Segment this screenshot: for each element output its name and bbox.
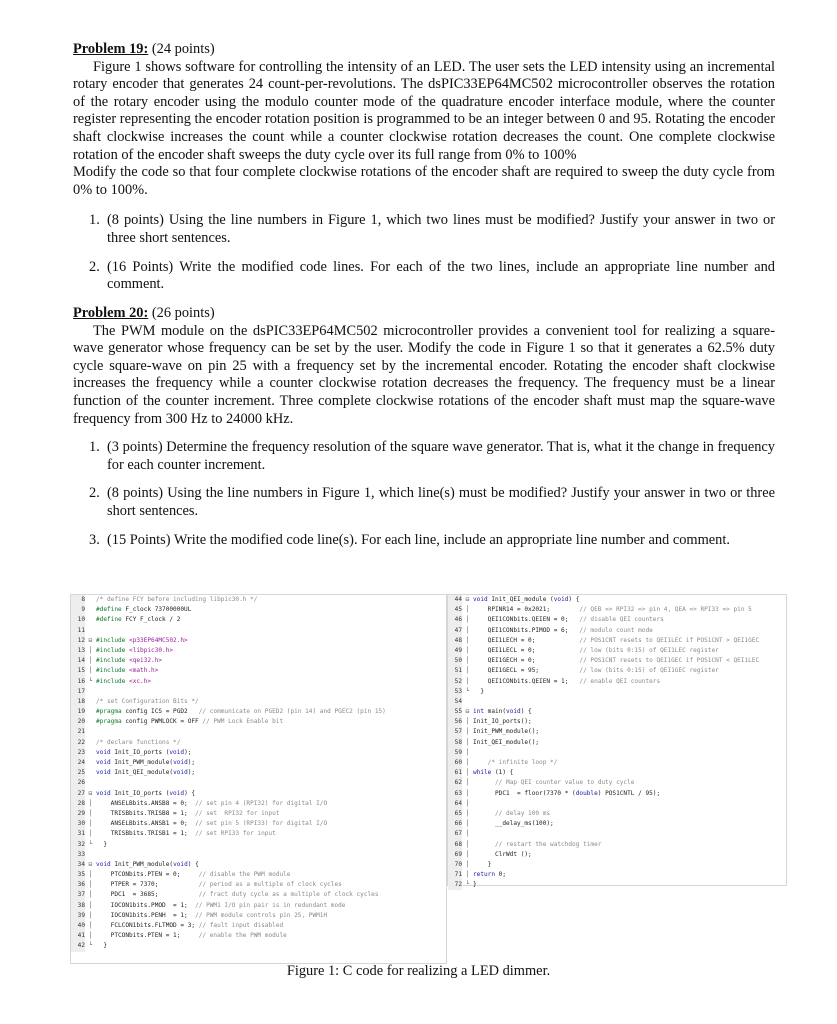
line-number: 60 bbox=[448, 758, 462, 768]
line-number: 40 bbox=[71, 921, 85, 931]
line-number: 42 bbox=[71, 941, 85, 951]
code-line-right bbox=[448, 687, 786, 697]
code-line-left bbox=[71, 626, 446, 636]
code-text: PTCONbits.PTEN = 1; // enable the PWM module bbox=[96, 932, 287, 940]
item-number: 3. bbox=[89, 531, 100, 548]
code-text: QEI1GECL = 95; // low (bits 0:15) of QEI1GEC register bbox=[473, 667, 719, 675]
code-line-left bbox=[71, 809, 446, 819]
code-line-left bbox=[71, 677, 446, 687]
line-number: 13 bbox=[71, 646, 85, 656]
code-line-left bbox=[71, 748, 446, 758]
code-text: // restart the watchdog timer bbox=[495, 840, 602, 848]
problem-19-header bbox=[73, 41, 775, 59]
fold-guide: │ bbox=[465, 860, 470, 868]
fold-guide: └ bbox=[465, 687, 470, 695]
fold-toggle-icon[interactable]: ⊟ bbox=[465, 596, 470, 603]
problem-19-body: Figure 1 shows software for controlling the intensity of an LED. The user sets the LED intensity using an incremental rotary encoder that generates 24 count-per-revolutions. The dsPIC33EP64MC502 microcontroller observes the rotation of the rotary encoder using the modulo counter mode of the quadrature encoder interface module, where the counter register representing the encoder rotation position is programmed to be an integer between 0 and 95. Rotating the encoder shaft clockwise increases the count while a counter clockwise rotation decreases the count. One complete clockwise rotation of the encoder shaft sweeps the duty cycle over its full range from 0% to 100% bbox=[73, 58, 775, 163]
line-number: 69 bbox=[448, 850, 462, 860]
fold-guide: │ bbox=[465, 840, 470, 848]
fold-guide: │ bbox=[465, 606, 470, 614]
code-text: PTPER = 7370; // period as a multiple of clock cycles bbox=[96, 881, 342, 889]
code-text: QEI1CONbits.QEIEN = 1; // enable QEI counters bbox=[473, 677, 661, 685]
fold-guide: │ bbox=[465, 667, 470, 675]
item-text: (15 Points) Write the modified code line(s). For each line, include an appropriate line number and comment. bbox=[107, 531, 730, 548]
code-text: } bbox=[96, 840, 108, 848]
line-number: 24 bbox=[71, 758, 85, 768]
line-number: 34 bbox=[71, 860, 85, 870]
problem-19-title: Problem 19: bbox=[73, 41, 149, 57]
line-number: 48 bbox=[448, 636, 462, 646]
code-line-left bbox=[71, 799, 446, 809]
line-number: 26 bbox=[71, 778, 85, 788]
code-line-right bbox=[448, 636, 786, 646]
problem-20 bbox=[73, 305, 775, 549]
code-text: void Init_PWM_module(void) { bbox=[96, 860, 199, 868]
line-number: 10 bbox=[71, 615, 85, 625]
code-line-right bbox=[448, 850, 786, 860]
item-number: 2. bbox=[89, 258, 100, 275]
code-text: PDC1 = floor(7370 * (double) POS1CNTL / 95); bbox=[473, 789, 661, 797]
code-line-right bbox=[448, 646, 786, 656]
line-number: 71 bbox=[448, 870, 462, 880]
code-line-left bbox=[71, 921, 446, 931]
problem-20-item bbox=[73, 485, 775, 520]
line-number: 35 bbox=[71, 870, 85, 880]
code-text: #pragma config ICS = PGD2 // communicate on PGED2 (pin 14) and PGEC2 (pin 15) bbox=[96, 708, 386, 716]
fold-toggle-icon[interactable]: ⊟ bbox=[465, 708, 470, 716]
fold-toggle-icon[interactable]: ⊟ bbox=[88, 636, 93, 644]
code-line-left bbox=[71, 646, 446, 656]
code-text: ANSELBbits.ANSB1 = 0; // set pin 5 (RPI33) for digital I/O bbox=[96, 820, 328, 828]
item-text: (16 Points) Write the modified code lines. For each of the two lines, include an appropriate line number and comment. bbox=[107, 258, 775, 293]
line-number: 61 bbox=[448, 768, 462, 778]
code-text: IOCON1bits.PENH = 1; // PWM module controls pin 25, PWM1H bbox=[96, 911, 328, 919]
line-number: 19 bbox=[71, 707, 85, 717]
code-line-right bbox=[448, 880, 786, 890]
code-text: #include <xc.h> bbox=[96, 677, 152, 685]
code-text: #pragma config PWMLOCK = OFF // PWM Lock Enable bit bbox=[96, 718, 284, 726]
line-number: 41 bbox=[71, 931, 85, 941]
line-number: 17 bbox=[71, 687, 85, 697]
fold-guide: │ bbox=[465, 769, 470, 777]
code-text: void Init_QEI_module(void); bbox=[96, 769, 196, 777]
code-text: __delay_ms(100); bbox=[473, 820, 554, 828]
code-listing-right bbox=[447, 594, 787, 889]
code-text: /* infinite loop */ bbox=[487, 759, 558, 766]
code-line-left bbox=[71, 789, 446, 799]
code-line-left bbox=[71, 860, 446, 870]
code-text: TRISBbits.TRISB8 = 1; // set RPI32 for input bbox=[96, 809, 280, 817]
code-text: while (1) { bbox=[473, 769, 514, 777]
code-text: FCLCON1bits.FLTMOD = 3; // fault input disabled bbox=[96, 922, 284, 929]
code-text: ClrWdt (); bbox=[473, 850, 532, 858]
line-number: 65 bbox=[448, 809, 462, 819]
code-line-left bbox=[71, 941, 446, 951]
line-number: 15 bbox=[71, 666, 85, 676]
item-text: (8 points) Using the line numbers in Figure 1, which two lines must be modified? Justify your answer in two or three short sentences. bbox=[107, 212, 775, 246]
fold-guide: └ bbox=[465, 881, 470, 889]
code-text: #include <qei32.h> bbox=[96, 657, 163, 665]
code-line-right bbox=[448, 656, 786, 666]
code-text: #include <libpic30.h> bbox=[96, 646, 174, 654]
fold-guide: │ bbox=[88, 901, 93, 909]
fold-guide: │ bbox=[88, 881, 93, 889]
code-text: IOCON1bits.PMOD = 1; // PWM1 I/O pin pair is in redundant mode bbox=[96, 901, 346, 909]
fold-guide: │ bbox=[465, 646, 470, 654]
line-number: 37 bbox=[71, 890, 85, 900]
fold-guide: │ bbox=[465, 728, 470, 736]
code-line-right bbox=[448, 738, 786, 748]
code-line-right bbox=[448, 758, 786, 768]
figure-caption: Figure 1: C code for realizing a LED dimmer. bbox=[286, 963, 551, 979]
fold-guide: │ bbox=[88, 911, 93, 919]
line-number: 38 bbox=[71, 901, 85, 911]
code-text: ANSELBbits.ANSB8 = 0; // set pin 4 (RPI32) for digital I/O bbox=[96, 799, 328, 807]
fold-guide: │ bbox=[465, 789, 470, 797]
fold-guide: └ bbox=[88, 942, 93, 950]
code-line-left bbox=[71, 717, 446, 727]
code-line-left bbox=[71, 758, 446, 768]
fold-guide: │ bbox=[88, 809, 93, 817]
code-text: /* declare functions */ bbox=[96, 738, 181, 746]
fold-guide: │ bbox=[465, 677, 470, 685]
code-line-right bbox=[448, 615, 786, 625]
line-number: 12 bbox=[71, 636, 85, 646]
line-number: 68 bbox=[448, 840, 462, 850]
fold-guide: │ bbox=[465, 820, 470, 828]
problem-19 bbox=[73, 41, 775, 294]
code-line-left bbox=[71, 931, 446, 941]
fold-guide: │ bbox=[465, 850, 470, 858]
fold-guide: │ bbox=[465, 657, 470, 665]
line-number: 54 bbox=[448, 697, 462, 707]
fold-guide: │ bbox=[465, 759, 470, 766]
line-number: 50 bbox=[448, 656, 462, 666]
code-line-right bbox=[448, 707, 786, 717]
line-number: 66 bbox=[448, 819, 462, 829]
fold-toggle-icon[interactable]: ⊟ bbox=[88, 860, 93, 868]
code-line-right bbox=[448, 768, 786, 778]
fold-guide: │ bbox=[465, 779, 470, 787]
line-number: 31 bbox=[71, 829, 85, 839]
problem-20-points: (26 points) bbox=[148, 305, 215, 321]
code-line-right bbox=[448, 870, 786, 880]
fold-guide: │ bbox=[88, 871, 93, 879]
line-number: 18 bbox=[71, 697, 85, 707]
code-text: } bbox=[96, 942, 108, 950]
line-number: 67 bbox=[448, 829, 462, 839]
line-number: 8 bbox=[71, 595, 85, 605]
code-line-right bbox=[448, 819, 786, 829]
line-number: 46 bbox=[448, 615, 462, 625]
fold-guide: │ bbox=[465, 830, 470, 838]
line-number: 59 bbox=[448, 748, 462, 758]
fold-guide: │ bbox=[88, 830, 93, 838]
fold-guide: │ bbox=[465, 718, 470, 726]
code-line-left bbox=[71, 738, 446, 748]
item-text: (3 points) Determine the frequency resolution of the square wave generator. That is, what it the change in frequency for each counter increment. bbox=[107, 439, 775, 473]
code-line-right bbox=[448, 799, 786, 809]
fold-guide: │ bbox=[465, 616, 470, 624]
code-text: return 0; bbox=[473, 871, 507, 879]
code-text: #include <math.h> bbox=[96, 667, 159, 675]
fold-guide: │ bbox=[465, 871, 470, 879]
fold-guide: │ bbox=[88, 667, 93, 675]
line-number: 64 bbox=[448, 799, 462, 809]
fold-toggle-icon[interactable]: ⊟ bbox=[88, 789, 93, 797]
code-line-left bbox=[71, 656, 446, 666]
line-number: 33 bbox=[71, 850, 85, 860]
item-number: 1. bbox=[89, 439, 100, 456]
item-text: (8 points) Using the line numbers in Figure 1, which line(s) must be modified? Justify your answer in two or three short sentences. bbox=[107, 485, 775, 519]
code-line-left bbox=[71, 768, 446, 778]
line-number: 45 bbox=[448, 605, 462, 615]
line-number: 70 bbox=[448, 860, 462, 870]
fold-guide: │ bbox=[465, 748, 470, 756]
code-line-left bbox=[71, 697, 446, 707]
line-number: 36 bbox=[71, 880, 85, 890]
code-line-right bbox=[448, 666, 786, 676]
line-number: 30 bbox=[71, 819, 85, 829]
code-text: void Init_IO_ports (void) { bbox=[96, 789, 196, 797]
code-text: } bbox=[473, 860, 492, 868]
code-line-left bbox=[71, 901, 446, 911]
problem-19-items bbox=[73, 212, 775, 293]
code-line-right bbox=[448, 717, 786, 727]
fold-guide: │ bbox=[465, 626, 470, 634]
line-number: 27 bbox=[71, 789, 85, 799]
line-number: 52 bbox=[448, 677, 462, 687]
code-line-left bbox=[71, 605, 446, 615]
code-line-right bbox=[448, 789, 786, 799]
line-number: 29 bbox=[71, 809, 85, 819]
line-number: 51 bbox=[448, 666, 462, 676]
problem-20-body: The PWM module on the dsPIC33EP64MC502 microcontroller provides a convenient tool for realizing a square-wave generator whose frequency can be set by the user. Modify the code in Figure 1 so that it generates a 62.5% duty cycle square-wave on pin 25 with a frequency set by the incremental encoder. Rotating the encoder shaft clockwise increases the frequency while a counter clockwise rotation decreases the frequency. The frequency must be a linear function of the counter increment. Three complete clockwise rotations of the encoder shaft must map the square-wave frequency from 300 Hz to 24000 kHz. bbox=[73, 322, 775, 427]
problem-20-title: Problem 20: bbox=[73, 305, 149, 321]
line-number: 9 bbox=[71, 605, 85, 615]
code-line-right bbox=[448, 860, 786, 870]
code-text: QEI1LECH = 0; // POS1CNT resets to QEI1LEC if POS1CNT > QEI1GEC bbox=[473, 636, 760, 644]
code-line-left bbox=[71, 707, 446, 717]
code-line-left bbox=[71, 666, 446, 676]
code-line-left bbox=[71, 727, 446, 737]
fold-guide: │ bbox=[88, 646, 93, 654]
item-number: 1. bbox=[89, 212, 100, 229]
fold-guide: │ bbox=[465, 738, 470, 746]
problem-20-header bbox=[73, 305, 775, 323]
code-line-left bbox=[71, 890, 446, 900]
problem-20-items bbox=[73, 439, 775, 549]
code-line-right bbox=[448, 697, 786, 707]
line-number: 55 bbox=[448, 707, 462, 717]
problem-19-item bbox=[73, 212, 775, 247]
code-text: PDC1 = 3685; // fract duty cycle as a multiple of clock cycles bbox=[96, 891, 379, 899]
fold-guide: │ bbox=[88, 891, 93, 899]
code-text: int main(void) { bbox=[473, 708, 532, 716]
line-number: 32 bbox=[71, 840, 85, 850]
code-text: void Init_PWM_module(void); bbox=[96, 759, 196, 766]
code-text: Init_IO_ports(); bbox=[473, 718, 532, 726]
line-number: 63 bbox=[448, 789, 462, 799]
line-number: 21 bbox=[71, 727, 85, 737]
line-number: 20 bbox=[71, 717, 85, 727]
line-number: 72 bbox=[448, 880, 462, 890]
code-text: Init_QEI_module(); bbox=[473, 738, 540, 746]
code-line-left bbox=[71, 911, 446, 921]
code-text: void Init_IO_ports (void); bbox=[96, 748, 192, 756]
code-line-left bbox=[71, 687, 446, 697]
problem-19-points: (24 points) bbox=[148, 41, 215, 57]
code-listing-left bbox=[70, 594, 447, 964]
line-number: 39 bbox=[71, 911, 85, 921]
fold-guide: │ bbox=[465, 799, 470, 807]
code-text: } bbox=[473, 881, 477, 889]
fold-guide: │ bbox=[88, 657, 93, 665]
line-number: 25 bbox=[71, 768, 85, 778]
code-text: #define F_clock 73700000UL bbox=[96, 606, 192, 614]
code-text: #include <p33EP64MC502.h> bbox=[96, 636, 188, 644]
code-text: QEI1GECH = 0; // POS1CNT resets to QEI1GEC if POS1CNT < QEI1LEC bbox=[473, 657, 760, 665]
code-line-left bbox=[71, 880, 446, 890]
code-line-left bbox=[71, 819, 446, 829]
line-number: 47 bbox=[448, 626, 462, 636]
code-line-left bbox=[71, 840, 446, 850]
line-number: 14 bbox=[71, 656, 85, 666]
fold-guide: └ bbox=[88, 840, 93, 848]
fold-guide: │ bbox=[88, 932, 93, 940]
code-line-right bbox=[448, 626, 786, 636]
line-number: 49 bbox=[448, 646, 462, 656]
code-line-left bbox=[71, 595, 446, 605]
line-number: 11 bbox=[71, 626, 85, 636]
line-number: 53 bbox=[448, 687, 462, 697]
problem-19-instruction: Modify the code so that four complete clockwise rotations of the encoder shaft are required to sweep the duty cycle from 0% to 100%. bbox=[73, 164, 775, 198]
code-line-right bbox=[448, 727, 786, 737]
code-text: QEI1CONbits.QEIEN = 0; // disable QEI counters bbox=[473, 616, 664, 624]
code-text: void Init_QEI_module (void) { bbox=[473, 596, 580, 603]
code-text: } bbox=[473, 687, 485, 695]
code-line-right bbox=[448, 840, 786, 850]
code-line-left bbox=[71, 636, 446, 646]
fold-guide: └ bbox=[88, 677, 93, 685]
fold-guide: │ bbox=[465, 809, 470, 817]
code-text: RPINR14 = 0x2021; // QEB => RPI32 => pin 4, QEA => RPI33 => pin 5 bbox=[473, 606, 752, 614]
fold-guide: │ bbox=[88, 922, 93, 929]
code-line-left bbox=[71, 615, 446, 625]
code-line-right bbox=[448, 595, 786, 605]
code-text: QEI1LECL = 0; // low (bits 0:15) of QEI1LEC register bbox=[473, 646, 719, 654]
code-line-right bbox=[448, 605, 786, 615]
code-line-right bbox=[448, 748, 786, 758]
code-line-right bbox=[448, 778, 786, 788]
code-text: // Map QEI counter value to duty cycle bbox=[495, 779, 635, 787]
line-number: 57 bbox=[448, 727, 462, 737]
code-text: Init_PWM_module(); bbox=[473, 728, 540, 736]
line-number: 44 bbox=[448, 595, 462, 605]
code-text: #define FCY F_clock / 2 bbox=[96, 616, 181, 624]
line-number: 16 bbox=[71, 677, 85, 687]
problem-20-item bbox=[73, 532, 775, 550]
line-number: 56 bbox=[448, 717, 462, 727]
code-text: /* define FCY before including libpic30.h */ bbox=[96, 596, 258, 603]
line-number: 22 bbox=[71, 738, 85, 748]
code-text: QEI1CONbits.PIMOD = 6; // modulo count mode bbox=[473, 626, 653, 634]
line-number: 23 bbox=[71, 748, 85, 758]
code-text: PTCONbits.PTEN = 0; // disable the PWM module bbox=[96, 871, 291, 879]
code-text: // delay 100 ms bbox=[495, 809, 551, 817]
fold-guide: │ bbox=[88, 799, 93, 807]
line-number: 62 bbox=[448, 778, 462, 788]
line-number: 28 bbox=[71, 799, 85, 809]
code-line-left bbox=[71, 850, 446, 860]
code-line-right bbox=[448, 677, 786, 687]
fold-guide: │ bbox=[465, 636, 470, 644]
code-line-right bbox=[448, 809, 786, 819]
line-number: 58 bbox=[448, 738, 462, 748]
code-line-right bbox=[448, 829, 786, 839]
problem-19-item bbox=[73, 259, 775, 294]
code-line-left bbox=[71, 829, 446, 839]
problem-20-item bbox=[73, 439, 775, 474]
code-text: /* set Configuration Bits */ bbox=[96, 697, 199, 705]
code-line-left bbox=[71, 870, 446, 880]
fold-guide: │ bbox=[88, 820, 93, 828]
item-number: 2. bbox=[89, 485, 100, 502]
code-text: TRISBbits.TRISB1 = 1; // set RPI33 for input bbox=[96, 830, 276, 838]
code-line-left bbox=[71, 778, 446, 788]
